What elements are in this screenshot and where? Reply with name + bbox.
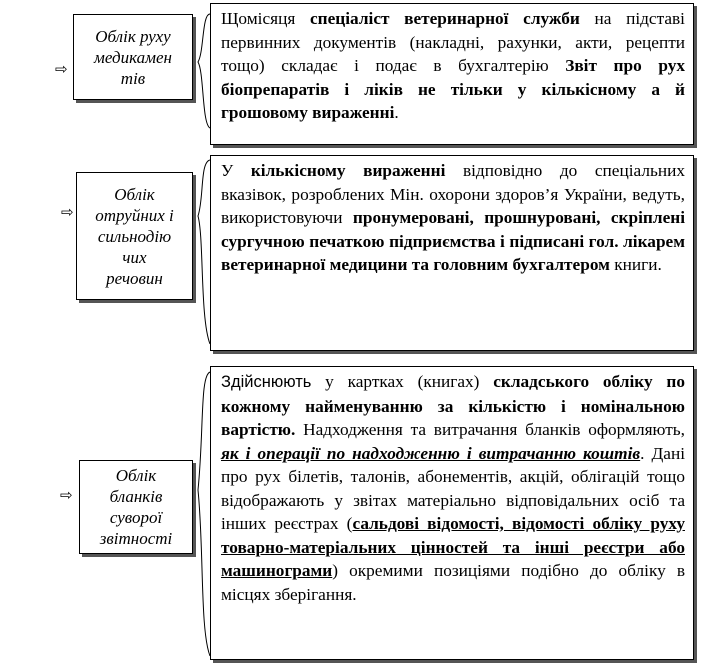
text-segment: Здійснюють bbox=[221, 373, 312, 391]
text-segment: Щомісяця bbox=[221, 9, 310, 28]
text-segment: У bbox=[221, 161, 251, 180]
text-segment: Звіт про рух біопрепаратів і ліків не тільки у кількісному а й грошовому вираженні bbox=[221, 56, 685, 122]
label-medicines-text: Облік руху медикамен тів bbox=[94, 26, 172, 88]
text-poisons bbox=[210, 155, 694, 351]
text-segment: сальдові відомості, відомості обліку руху товарно-матеріальних цінностей та інші реєстри або машинограми bbox=[221, 514, 685, 580]
label-medicines bbox=[73, 14, 193, 100]
text-segment: ) окремими позиціями подібно до обліку в місцях зберігання. bbox=[221, 561, 685, 604]
text-segment: Надходження та витрачання бланків оформляють, bbox=[295, 420, 685, 439]
text-strict-forms bbox=[210, 366, 694, 660]
arrow-icon: ⇨ bbox=[55, 62, 68, 78]
text-segment: . bbox=[394, 103, 399, 122]
label-poisons bbox=[76, 172, 193, 300]
text-segment: у картках (книгах) bbox=[311, 372, 494, 391]
text-segment: на підставі первинних документів (накладні, рахунки, акти, рецепти тощо) складає і подає в бухгалтерію bbox=[221, 9, 685, 75]
text-segment: пронумеровані, прошнуровані, скріплені сургучною печаткою підприємства і підписані гол. лікарем ветеринарної медицини та головним бухгалтером bbox=[221, 208, 685, 274]
text-segment: складського обліку по кожному найменуванню за кількістю і номінальною вартістю. bbox=[221, 372, 685, 439]
label-strict-forms bbox=[79, 460, 193, 554]
text-medicines bbox=[210, 3, 694, 145]
text-segment: книги. bbox=[609, 255, 662, 274]
text-segment: кількісному вираженні bbox=[250, 161, 446, 180]
label-poisons-text: Облік отруйних і сильнодію чих речовин bbox=[95, 184, 174, 288]
arrow-icon: ⇨ bbox=[60, 488, 73, 504]
arrow-icon: ⇨ bbox=[61, 205, 74, 221]
text-segment: як і операції по надходженню і витрачанню коштів bbox=[221, 443, 641, 463]
text-segment: спеціаліст ветеринарної служби bbox=[309, 9, 580, 28]
text-segment: відповідно до спеціальних вказівок, розроблених Мін. охорони здоров’я України, ведуть, використовуючи bbox=[221, 161, 685, 227]
label-strict-forms-text: Облік бланків суворої звітності bbox=[99, 466, 173, 548]
text-segment: . Дані про рух білетів, талонів, абонементів, акцій, облігацій тощо відображають у звітах матеріально відповідальних осіб та інших реєстрах ( bbox=[221, 443, 685, 533]
